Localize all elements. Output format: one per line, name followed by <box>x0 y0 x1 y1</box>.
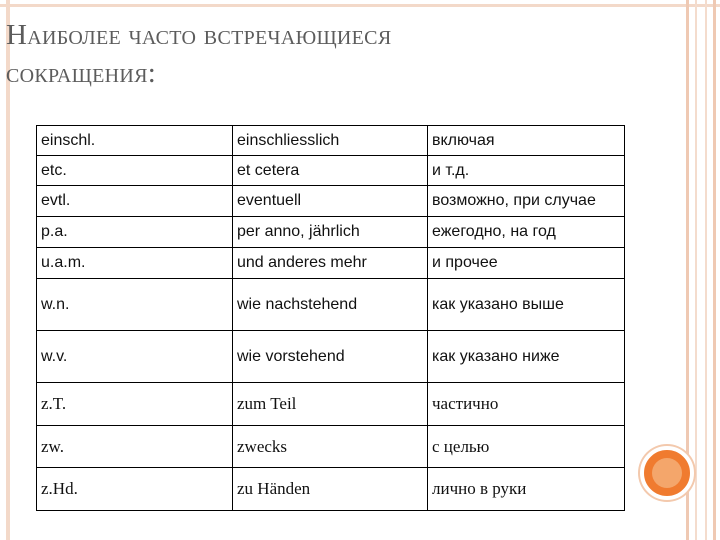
full-form-cell: et cetera <box>233 156 428 186</box>
decorative-circle-icon <box>640 446 694 500</box>
translation-cell: ежегодно, на год <box>428 217 625 248</box>
table-row <box>37 279 625 331</box>
full-form-cell: zu Händen <box>233 468 428 511</box>
slide-title <box>6 16 606 92</box>
translation-cell: включая <box>428 126 625 156</box>
translation-cell: и прочее <box>428 248 625 279</box>
abbr-cell: etc. <box>37 156 233 186</box>
translation-cell: и т.д. <box>428 156 625 186</box>
table-row <box>37 186 625 217</box>
translation-cell: возможно, при случае <box>428 186 625 217</box>
abbr-cell: w.n. <box>37 279 233 331</box>
abbr-cell: z.Hd. <box>37 468 233 511</box>
table-row <box>37 331 625 383</box>
abbr-cell: z.T. <box>37 383 233 426</box>
abbr-cell: p.a. <box>37 217 233 248</box>
full-form-cell: einschliesslich <box>233 126 428 156</box>
abbr-cell: einschl. <box>37 126 233 156</box>
table-row <box>37 383 625 426</box>
abbr-cell: w.v. <box>37 331 233 383</box>
translation-cell: как указано ниже <box>428 331 625 383</box>
frame-top-border <box>0 4 720 7</box>
translation-cell: частично <box>428 383 625 426</box>
title-line-1: Наиболее часто встречающиеся <box>6 19 392 51</box>
full-form-cell: zum Teil <box>233 383 428 426</box>
translation-cell: лично в руки <box>428 468 625 511</box>
table-row <box>37 126 625 156</box>
abbr-cell: zw. <box>37 426 233 468</box>
table-row <box>37 217 625 248</box>
translation-cell: с целью <box>428 426 625 468</box>
frame-right-inner-border <box>695 0 707 540</box>
full-form-cell: wie nachstehend <box>233 279 428 331</box>
full-form-cell: wie vorstehend <box>233 331 428 383</box>
table-row <box>37 248 625 279</box>
table-row <box>37 468 625 511</box>
full-form-cell: und anderes mehr <box>233 248 428 279</box>
full-form-cell: zwecks <box>233 426 428 468</box>
full-form-cell: eventuell <box>233 186 428 217</box>
abbr-cell: evtl. <box>37 186 233 217</box>
translation-cell: как указано выше <box>428 279 625 331</box>
table-row <box>37 156 625 186</box>
abbr-cell: u.a.m. <box>37 248 233 279</box>
title-line-2: сокращения: <box>6 57 157 89</box>
abbreviations-table <box>36 125 625 511</box>
full-form-cell: per anno, jährlich <box>233 217 428 248</box>
table-row <box>37 426 625 468</box>
